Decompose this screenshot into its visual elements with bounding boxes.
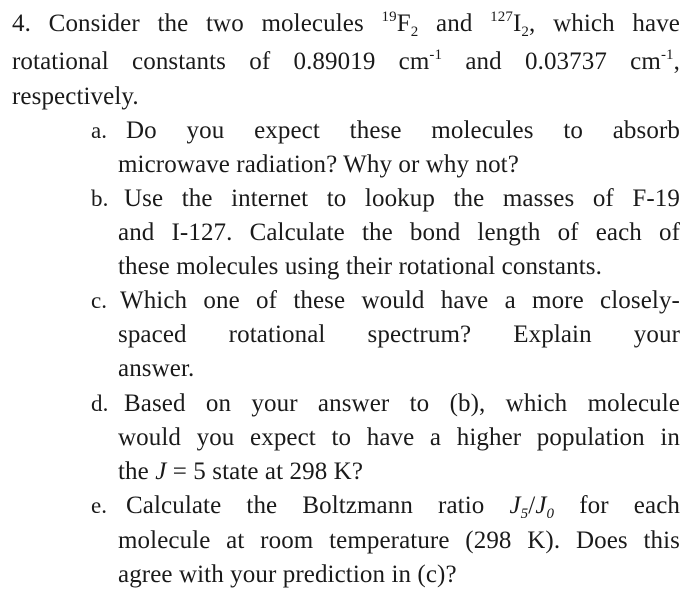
- question-a-line-1: Do you expect these molecules to absorb: [126, 117, 680, 144]
- question-b-line-3: these molecules using their rotational constants.: [118, 253, 602, 280]
- question-c-line-1: Which one of these would have a more closely-: [120, 287, 680, 314]
- problem-line-3: respectively.: [12, 83, 139, 110]
- question-d-label: d.: [91, 391, 109, 416]
- question-a-label: a.: [91, 118, 108, 143]
- conjunction-and: and: [436, 10, 473, 37]
- question-c-label: c.: [91, 288, 108, 313]
- problem-intro-text: Consider the two molecules: [48, 10, 364, 37]
- molecule-f2: $^{19}F_2$: [381, 9, 419, 40]
- question-e-label: e.: [91, 493, 108, 518]
- question-d-line-2: would you expect to have a higher population in: [118, 424, 680, 451]
- question-e-line-2: molecule at room temperature (298 K). Does this: [118, 527, 680, 554]
- problem-number: 4.: [12, 10, 31, 37]
- question-e-line-3: agree with your prediction in (c)?: [118, 561, 457, 588]
- question-d-line-3: the J = 5 state at 298 K?: [118, 458, 364, 485]
- ratio-j5-j0: $J_5/J_0$: [509, 492, 555, 522]
- question-b-line-2: and I-127. Calculate the bond length of each of: [118, 219, 680, 246]
- question-b-line-1: Use the internet to lookup the masses of F-19: [124, 185, 680, 212]
- variable-j: J: [155, 458, 167, 485]
- problem-line-1: [12, 7, 680, 41]
- question-c-line-3: answer.: [118, 355, 195, 382]
- problem-line-2: rotational constants of 0.89019 $cm^{-1}$ and 0.03737 $cm^{-1}$,: [12, 47, 680, 75]
- question-d-line-1: Based on your answer to (b), which molecule: [124, 390, 680, 417]
- question-a-line-2: microwave radiation? Why or why not?: [118, 151, 519, 178]
- question-e-line-1: Calculate the Boltzmann ratio $J_5/J_0$ for each: [126, 492, 680, 522]
- molecule-i2: $^{127}I_2$, which have: [490, 9, 680, 40]
- question-b-label: b.: [91, 186, 109, 211]
- question-c-line-2: spaced rotational spectrum? Explain your: [118, 321, 680, 348]
